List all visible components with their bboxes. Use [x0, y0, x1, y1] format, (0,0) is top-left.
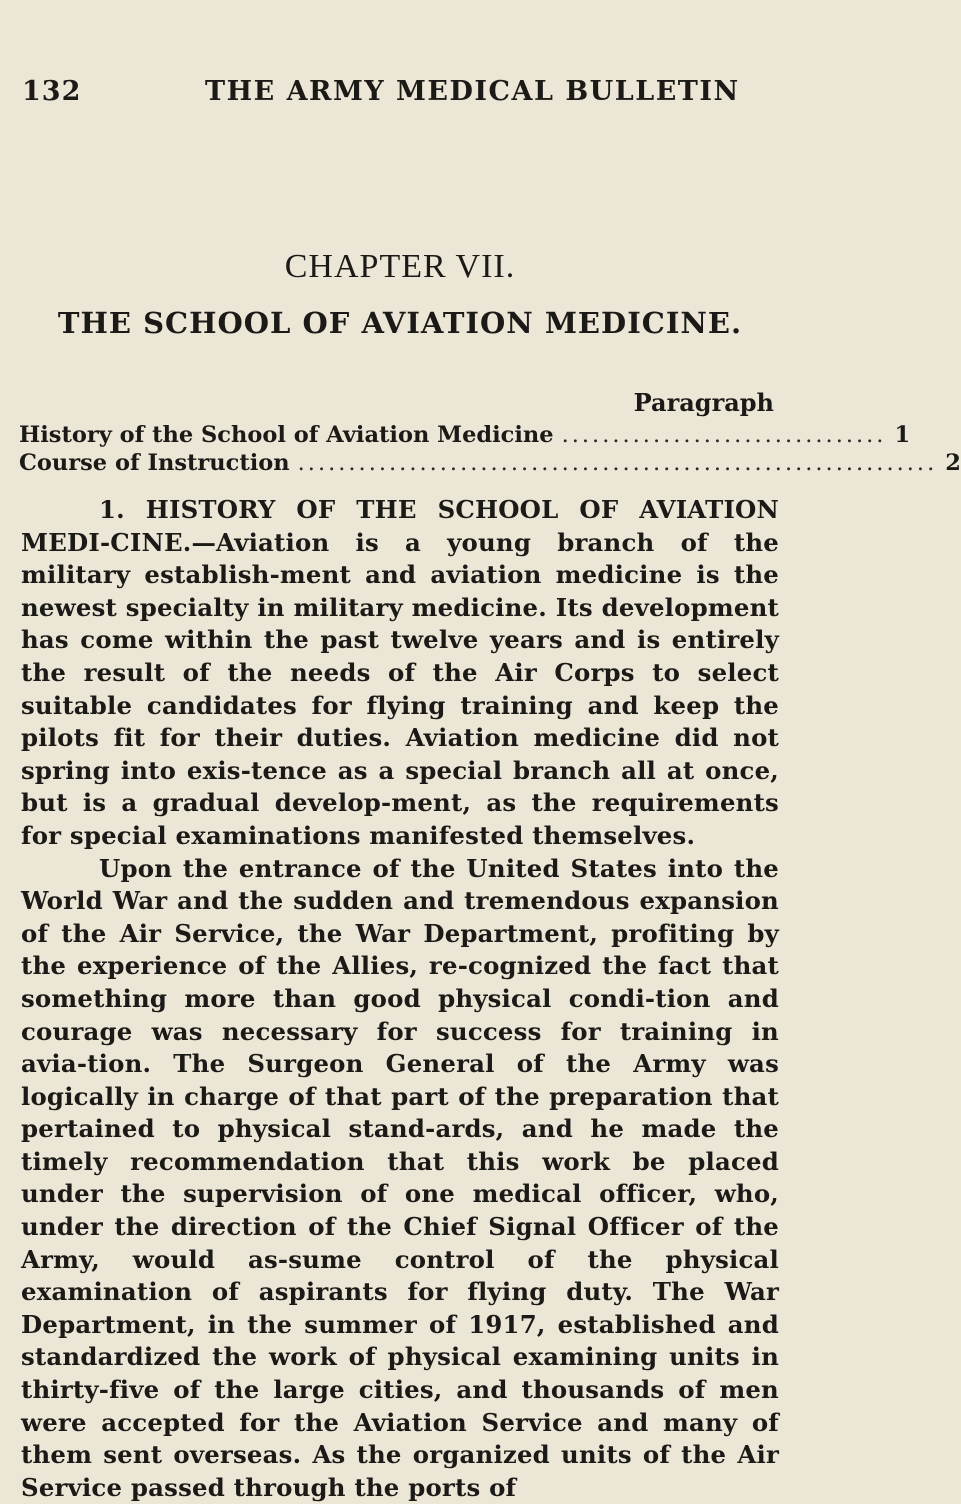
toc-entry-title: History of the School of Aviation Medicine: [19, 422, 554, 448]
chapter-title: THE SCHOOL OF AVIATION MEDICINE.: [57, 306, 743, 340]
toc-entry-paragraph: 2: [945, 450, 961, 476]
paragraph: Upon the entrance of the United States into the World War and the sudden and tremendous expansion of the Air Service, the War Department, profiting by the experience of the Allies, re-cognized the fact that something more than good physical condi-tion and courage was necessary for success for training in avia-tion. The Surgeon General of the Army was logically in charge of that part of the preparation that pertained to physical stand-ards, and he made the timely recommendation that this work be placed under the supervision of one medical officer, who, under the direction of the Chief Signal Officer of the Army, would as-sume control of the physical examination of aspirants for flying duty. The War Department, in the summer of 1917, established and standardized the work of physical examining units in thirty-five of the large cities, and thousands of men were accepted for the Aviation Service and many of them sent overseas. As the organized units of the Air Service passed through the ports of: [21, 853, 779, 1502]
paragraph: 1. HISTORY OF THE SCHOOL OF AVIATION MEDI-CINE.—Aviation is a young branch of the military establish-ment and aviation medicine is the newest specialty in military medicine. Its development has come within the past twelve years and is entirely the result of the needs of the Air Corps to select suitable candidates for flying training and keep the pilots fit for their duties. Aviation medicine did not spring into exis-tence as a special branch all at once, but is a gradual develop-ment, as the requirements for special examinations manifested themselves.: [21, 495, 779, 850]
running-head: THE ARMY MEDICAL BULLETIN: [205, 76, 740, 107]
toc-entry-paragraph: 1: [894, 422, 911, 448]
toc-entry: [19, 422, 911, 450]
page-header: [22, 76, 778, 112]
body-text: [21, 494, 779, 1504]
toc-entry-title: Course of Instruction: [19, 450, 290, 476]
toc-entry: [19, 450, 961, 478]
toc-leader: ................................: [561, 422, 887, 448]
chapter-heading: CHAPTER VII.: [284, 248, 516, 285]
toc-leader: ...............................................................: [297, 450, 938, 476]
page-number: 132: [22, 76, 82, 107]
toc-column-label: Paragraph: [633, 388, 774, 417]
